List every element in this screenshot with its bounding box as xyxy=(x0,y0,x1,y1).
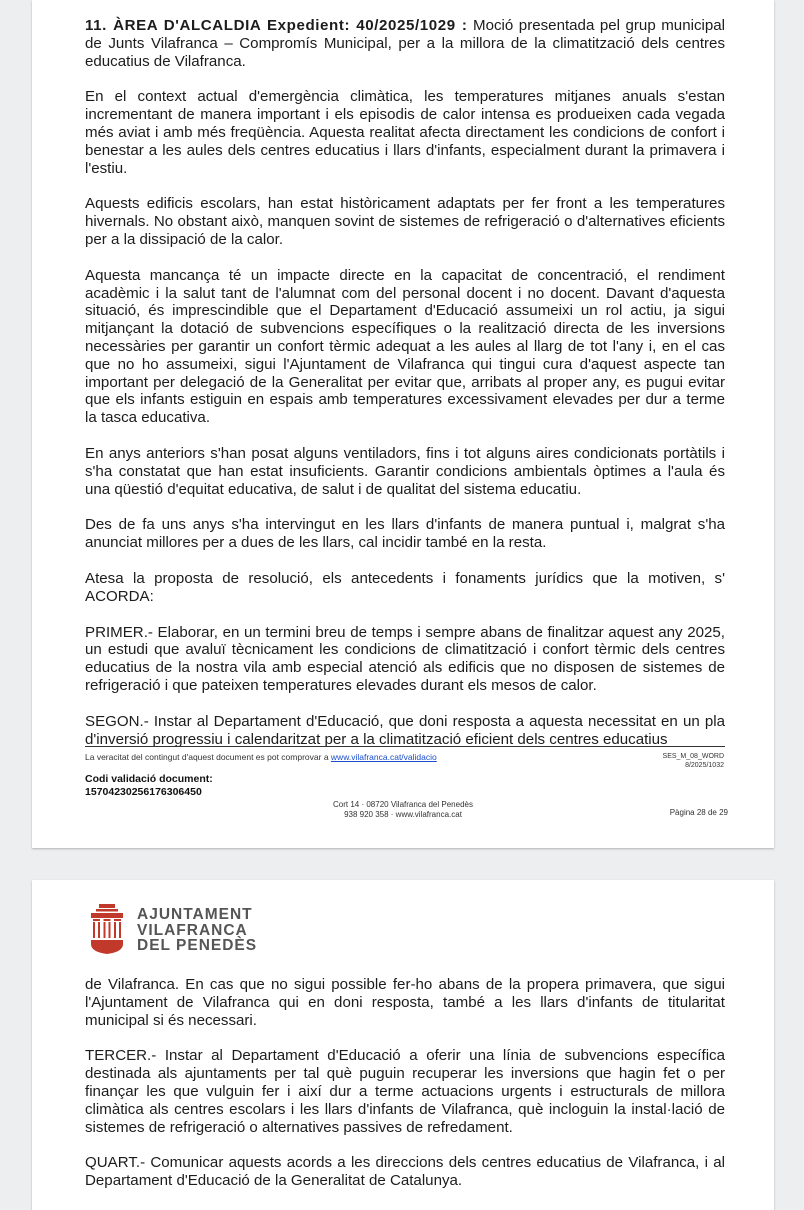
reference-code: SES_M_08_WORD xyxy=(662,753,724,760)
coat-of-arms-icon xyxy=(89,904,125,954)
footer-reference xyxy=(663,752,724,770)
page-body xyxy=(85,17,725,766)
paragraph-context: En el context actual d'emergència climàtica, les temperatures mitjanes anuals s'estan incrementant de manera important i els episodis de calor intensa es produeixen cada vegada més aviat i amb més freqüència. Aquesta realitat afecta directament les condicions de confort i benestar a les aules dels centres educatius i llars d'infants, especialment durant la primavera i l'estiu. xyxy=(85,88,725,177)
agreement-segon: SEGON.- Instar al Departament d'Educació, que doni resposta a aquesta necessitat en un pla d'inversió progressiu i calendaritzat per a la climatització eficient dels centres educatius xyxy=(85,712,725,748)
paragraph-buildings: Aquests edificis escolars, han estat històricament adaptats per fer front a les temperatures hivernals. No obstant això, manquen sovint de sistemes de refrigeració o d'alternatives eficients per a la dissipació de la calor. xyxy=(85,195,725,248)
paragraph-previous-years: En anys anteriors s'han posat alguns ventiladors, fins i tot alguns aires condicionats portàtils i s'ha constatat que han estat insuficients. Garantir condicions ambientals òptimes a l'aula és una qüestió d'equitat educativa, de salut i de qualitat del sistema educatiu. xyxy=(85,444,725,498)
paragraph-resolution: Atesa la proposta de resolució, els antecedents i fonaments jurídics que la motiven, s' ACORDA: xyxy=(85,569,725,605)
agreement-tercer: TERCER.- Instar al Departament d'Educació a oferir una línia de subvencions específica destinada als ajuntaments per tal què puguin recuperar les inversions que hagin fet o per finançar les que vulguin fer i així dur a terme actuacions urgents i estructurals de millora climàtica als centres escolars i les llars d'infants de Vilafranca, què incloguin la instal·lació de sistemes de refrigeració o alternatives passives de refredament. xyxy=(85,1047,725,1136)
document-page-29 xyxy=(32,880,774,1210)
footer-divider xyxy=(85,746,725,747)
reference-number: 8/2025/1032 xyxy=(685,762,724,769)
agreement-primer: PRIMER.- Elaborar, en un termini breu de temps i sempre abans de finalitzar aquest any 2025, un estudi que avaluï tècnicament les condicions de climatització i confort tèrmic dels centres educatius de la nostra vila amb especial atenció als edificis que no disposen de sistemes de refrigeració i que pateixen temperatures elevades durant els mesos de calor. xyxy=(85,623,725,694)
agenda-item-heading: 11. ÀREA D'ALCALDIA Expedient: 40/2025/1029 : xyxy=(85,17,468,34)
document-page-28 xyxy=(32,0,774,848)
validation-code-label: Codi validació document: xyxy=(85,773,213,785)
logo-line-3: DEL PENEDÈS xyxy=(137,937,258,954)
motion-title: Moció presentada pel grup municipal de Junts Vilafranca – Compromís Municipal, per a la millora de la climatització dels centres educatius de Vilafranca. xyxy=(85,17,725,70)
paragraph-impact: Aquesta mancança té un impacte directe en la capacitat de concentració, el rendiment acadèmic i la salut tant de l'alumnat com del personal docent i no docent. Davant d'aquesta situació, és imprescindible que el Departament d'Educació assumeixi un rol actiu, ja sigui mitjançant la dotació de subvencions específiques o la realització directa de les inversions necessàries per garantir un confort tèrmic adequat a les aules al llarg de tot l'any i, en el cas que no ho assumeixi, sigui l'Ajuntament de Vilafranca qui tingui cura d'aquest aspecte tan important per delegació de la Generalitat per evitar que, arribats al proper any, es pugui evitar que els infants estiguin en espais amb temperatures excessivament elevades per dur a terme la tasca educativa. xyxy=(85,266,725,427)
contact-line: 938 920 358 · www.vilafranca.cat xyxy=(344,810,462,819)
agreement-segon-continued: de Vilafranca. En cas que no sigui possible fer-ho abans de la propera primavera, que sigui l'Ajuntament de Vilafranca qui en doni resposta, també a les llars d'infants de titularitat municipal si és necessari. xyxy=(85,976,725,1029)
validation-code-value: 15704230256176306450 xyxy=(85,786,202,798)
agreement-quart: QUART.- Comunicar aquests acords a les direccions dels centres educatius de Vilafranca, i al Departament d'Educació de la Generalitat de Catalunya. xyxy=(85,1154,725,1190)
logo-line-2: VILAFRANCA xyxy=(137,921,248,939)
agenda-item-heading-paragraph xyxy=(85,17,725,70)
logo-line-1: AJUNTAMENT xyxy=(137,906,253,923)
validation-code-block xyxy=(85,773,213,799)
city-council-logo xyxy=(89,904,258,956)
page-number: Pàgina 28 de 29 xyxy=(669,808,728,817)
verification-link[interactable]: www.vilafranca.cat/validacio xyxy=(330,752,437,762)
page-body xyxy=(85,976,725,1208)
footer-verification xyxy=(85,752,437,762)
paragraph-nurseries: Des de fa uns anys s'ha intervingut en les llars d'infants de manera puntual i, malgrat s'ha anunciat millores per a dues de les llars, cal incidir també en la resta. xyxy=(85,516,725,552)
footer-address xyxy=(32,800,774,820)
address-line: Cort 14 · 08720 Vilafranca del Penedès xyxy=(333,800,473,809)
verification-text: La veracitat del contingut d'aquest document es pot comprovar a xyxy=(85,752,331,762)
logo-wordmark xyxy=(137,907,257,954)
